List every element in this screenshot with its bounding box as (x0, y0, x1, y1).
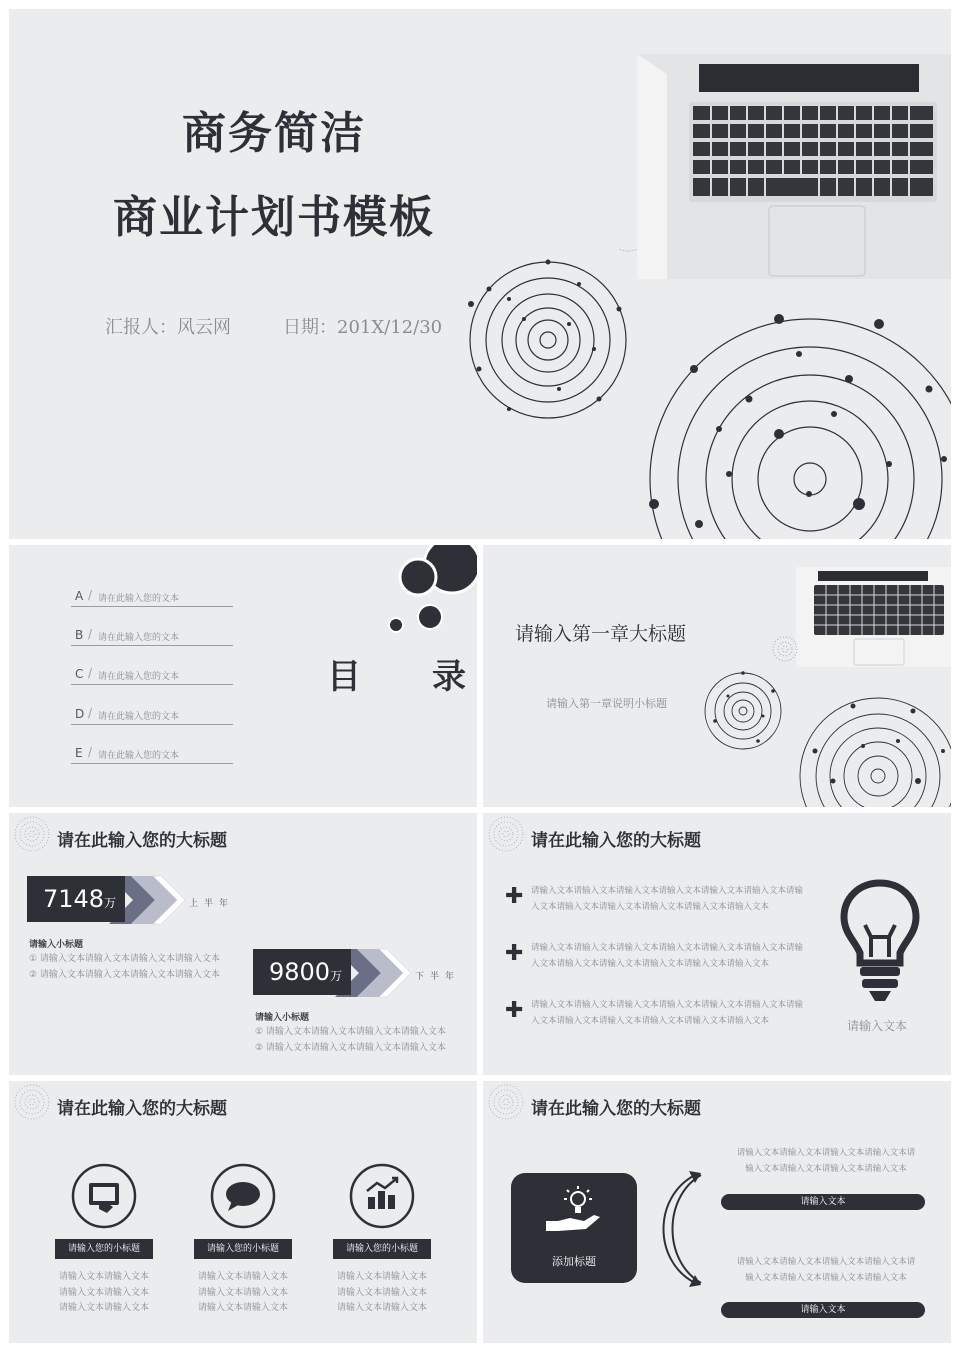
tablet-icon (71, 1163, 137, 1229)
cover-slide[interactable] (9, 9, 951, 539)
stat-value (43, 885, 116, 913)
paragraph-line: 请输入文本请输入文本请输入文本请输入文本请 (736, 1148, 916, 1158)
period-label: 上半年 (189, 899, 235, 909)
stat-number: 9800 (269, 958, 331, 986)
stat-unit: 万 (104, 896, 117, 910)
chat-bubble-icon (210, 1163, 276, 1229)
paragraph-line: 请输入文本请输入文本请输入文本请输入文本请 (736, 1257, 916, 1267)
toc-heading: 目 录 (327, 657, 467, 697)
toc-letter: C (75, 667, 84, 681)
bullet-line: 入文本请输入文本请输入文本请输入文本请输入文本请输入文本 (531, 959, 770, 969)
toc-letter: E (75, 746, 83, 760)
stat-box-second-half (253, 949, 351, 995)
card-label: 请输入您的小标题 (55, 1239, 153, 1259)
toc-item-e[interactable] (71, 744, 233, 764)
card-text (49, 1270, 159, 1317)
stat-desc-line: ② 请输入文本请输入文本请输入文本请输入文本 (255, 1043, 446, 1053)
toc-text: 请在此输入您的文本 (98, 712, 180, 722)
toc-text: 请在此输入您的文本 (98, 672, 180, 682)
top-paragraph (721, 1145, 931, 1177)
slide-title: 请在此输入您的大标题 (531, 831, 701, 851)
card-line: 请输入文本请输入文本 (197, 1272, 288, 1282)
bullet-line: 入文本请输入文本请输入文本请输入文本请输入文本请输入文本 (531, 902, 770, 912)
dotted-circle-icon (487, 1083, 525, 1121)
toc-item-c[interactable] (71, 665, 233, 685)
bar-chart-icon (349, 1163, 415, 1229)
slide-title: 请在此输入您的大标题 (57, 1099, 227, 1119)
bullet-line: 入文本请输入文本请输入文本请输入文本请输入文本请输入文本 (531, 1016, 770, 1026)
stats-slide[interactable] (9, 813, 477, 1075)
card-line: 请输入文本请输入文本 (197, 1287, 288, 1298)
reporter-label: 汇报人：风云网 (105, 317, 231, 338)
card-line: 请输入文本请输入文本 (336, 1303, 427, 1313)
flow-slide[interactable] (483, 1081, 951, 1343)
stat-desc-line: ② 请输入文本请输入文本请输入文本请输入文本 (29, 970, 220, 980)
toc-item-b[interactable] (71, 626, 233, 646)
paragraph-line: 输入文本请输入文本请输入文本请输入文本 (745, 1273, 907, 1283)
toc-letter: D (75, 707, 85, 721)
slide-title: 请在此输入您的大标题 (57, 831, 227, 851)
toc-item-d[interactable] (71, 705, 233, 725)
card-line: 请输入文本请输入文本 (58, 1303, 149, 1313)
card-label: 请输入您的小标题 (333, 1239, 431, 1259)
paragraph-line: 输入文本请输入文本请输入文本请输入文本 (745, 1164, 907, 1174)
feature-box (511, 1173, 637, 1283)
cover-title-line1: 商务简洁 (182, 108, 366, 159)
dotted-circle-icon (13, 1083, 51, 1121)
plus-icon: ✚ (505, 998, 524, 1023)
card-line: 请输入文本请输入文本 (58, 1287, 149, 1298)
bullet-paragraph (531, 997, 815, 1029)
toc-slash: / (88, 627, 93, 641)
toc-text: 请在此输入您的文本 (98, 633, 180, 643)
cover-title-line2: 商业计划书模板 (113, 192, 435, 243)
bottom-paragraph (721, 1254, 931, 1286)
card-label: 请输入您的小标题 (194, 1239, 292, 1259)
card-line: 请输入文本请输入文本 (336, 1287, 427, 1298)
toc-letter: B (75, 628, 84, 642)
toc-slash: / (88, 666, 93, 680)
card-text (188, 1270, 298, 1317)
card-line: 请输入文本请输入文本 (197, 1303, 288, 1313)
dotted-circle-icon (13, 815, 51, 853)
bullet-line: 请输入文本请输入文本请输入文本请输入文本请输入文本请输入文本请输 (531, 886, 804, 896)
dotted-circles-decoration (449, 249, 951, 539)
bullet-line: 请输入文本请输入文本请输入文本请输入文本请输入文本请输入文本请输 (531, 943, 804, 953)
bullet-paragraph (531, 883, 815, 915)
stat-desc-line: ① 请输入文本请输入文本请输入文本请输入文本 (29, 954, 220, 964)
icons-slide[interactable] (9, 1081, 477, 1343)
stat-desc-block (255, 1024, 475, 1056)
date-label: 日期：201X/12/30 (283, 317, 443, 338)
stat-value (269, 958, 342, 986)
plus-icon: ✚ (505, 941, 524, 966)
toc-letter: A (75, 589, 84, 603)
card-text (327, 1270, 437, 1317)
card-line: 请输入文本请输入文本 (58, 1272, 149, 1282)
chapter-subtitle: 请输入第一章说明小标题 (546, 697, 667, 710)
laptop-illustration (637, 54, 951, 279)
curved-arrows (643, 1169, 703, 1289)
toc-text: 请在此输入您的文本 (98, 751, 180, 761)
dotted-circles-decoration (703, 631, 951, 807)
subheading: 请输入小标题 (29, 940, 84, 950)
bullets-slide[interactable] (483, 813, 951, 1075)
top-pill: 请输入文本 (721, 1194, 925, 1210)
chapter-title: 请输入第一章大标题 (515, 623, 687, 645)
toc-item-a[interactable] (71, 587, 233, 607)
stat-desc-block (29, 951, 249, 983)
feature-box-label: 添加标题 (552, 1255, 596, 1268)
toc-slash: / (88, 706, 93, 720)
bullet-paragraph (531, 940, 815, 972)
toc-slash: / (88, 745, 93, 759)
bulb-caption: 请输入文本 (847, 1019, 908, 1033)
dotted-circle-icon (487, 815, 525, 853)
subheading: 请输入小标题 (255, 1013, 310, 1023)
card-line: 请输入文本请输入文本 (336, 1272, 427, 1282)
stat-box-first-half (27, 876, 125, 922)
bullet-line: 请输入文本请输入文本请输入文本请输入文本请输入文本请输入文本请输 (531, 1000, 804, 1010)
stat-desc-line: ① 请输入文本请输入文本请输入文本请输入文本 (255, 1027, 446, 1037)
period-label: 下半年 (415, 972, 461, 982)
toc-text: 请在此输入您的文本 (98, 594, 180, 604)
chapter-slide[interactable] (483, 545, 951, 807)
idea-hand-icon (544, 1185, 604, 1241)
light-bulb-icon (839, 879, 921, 1005)
toc-slash: / (88, 588, 93, 602)
stat-number: 7148 (43, 885, 105, 913)
slide-title: 请在此输入您的大标题 (531, 1099, 701, 1119)
bottom-pill: 请输入文本 (721, 1302, 925, 1318)
bubble-circles-decoration (384, 545, 477, 640)
plus-icon: ✚ (505, 884, 524, 909)
toc-slide[interactable] (9, 545, 477, 807)
stat-unit: 万 (330, 969, 343, 983)
